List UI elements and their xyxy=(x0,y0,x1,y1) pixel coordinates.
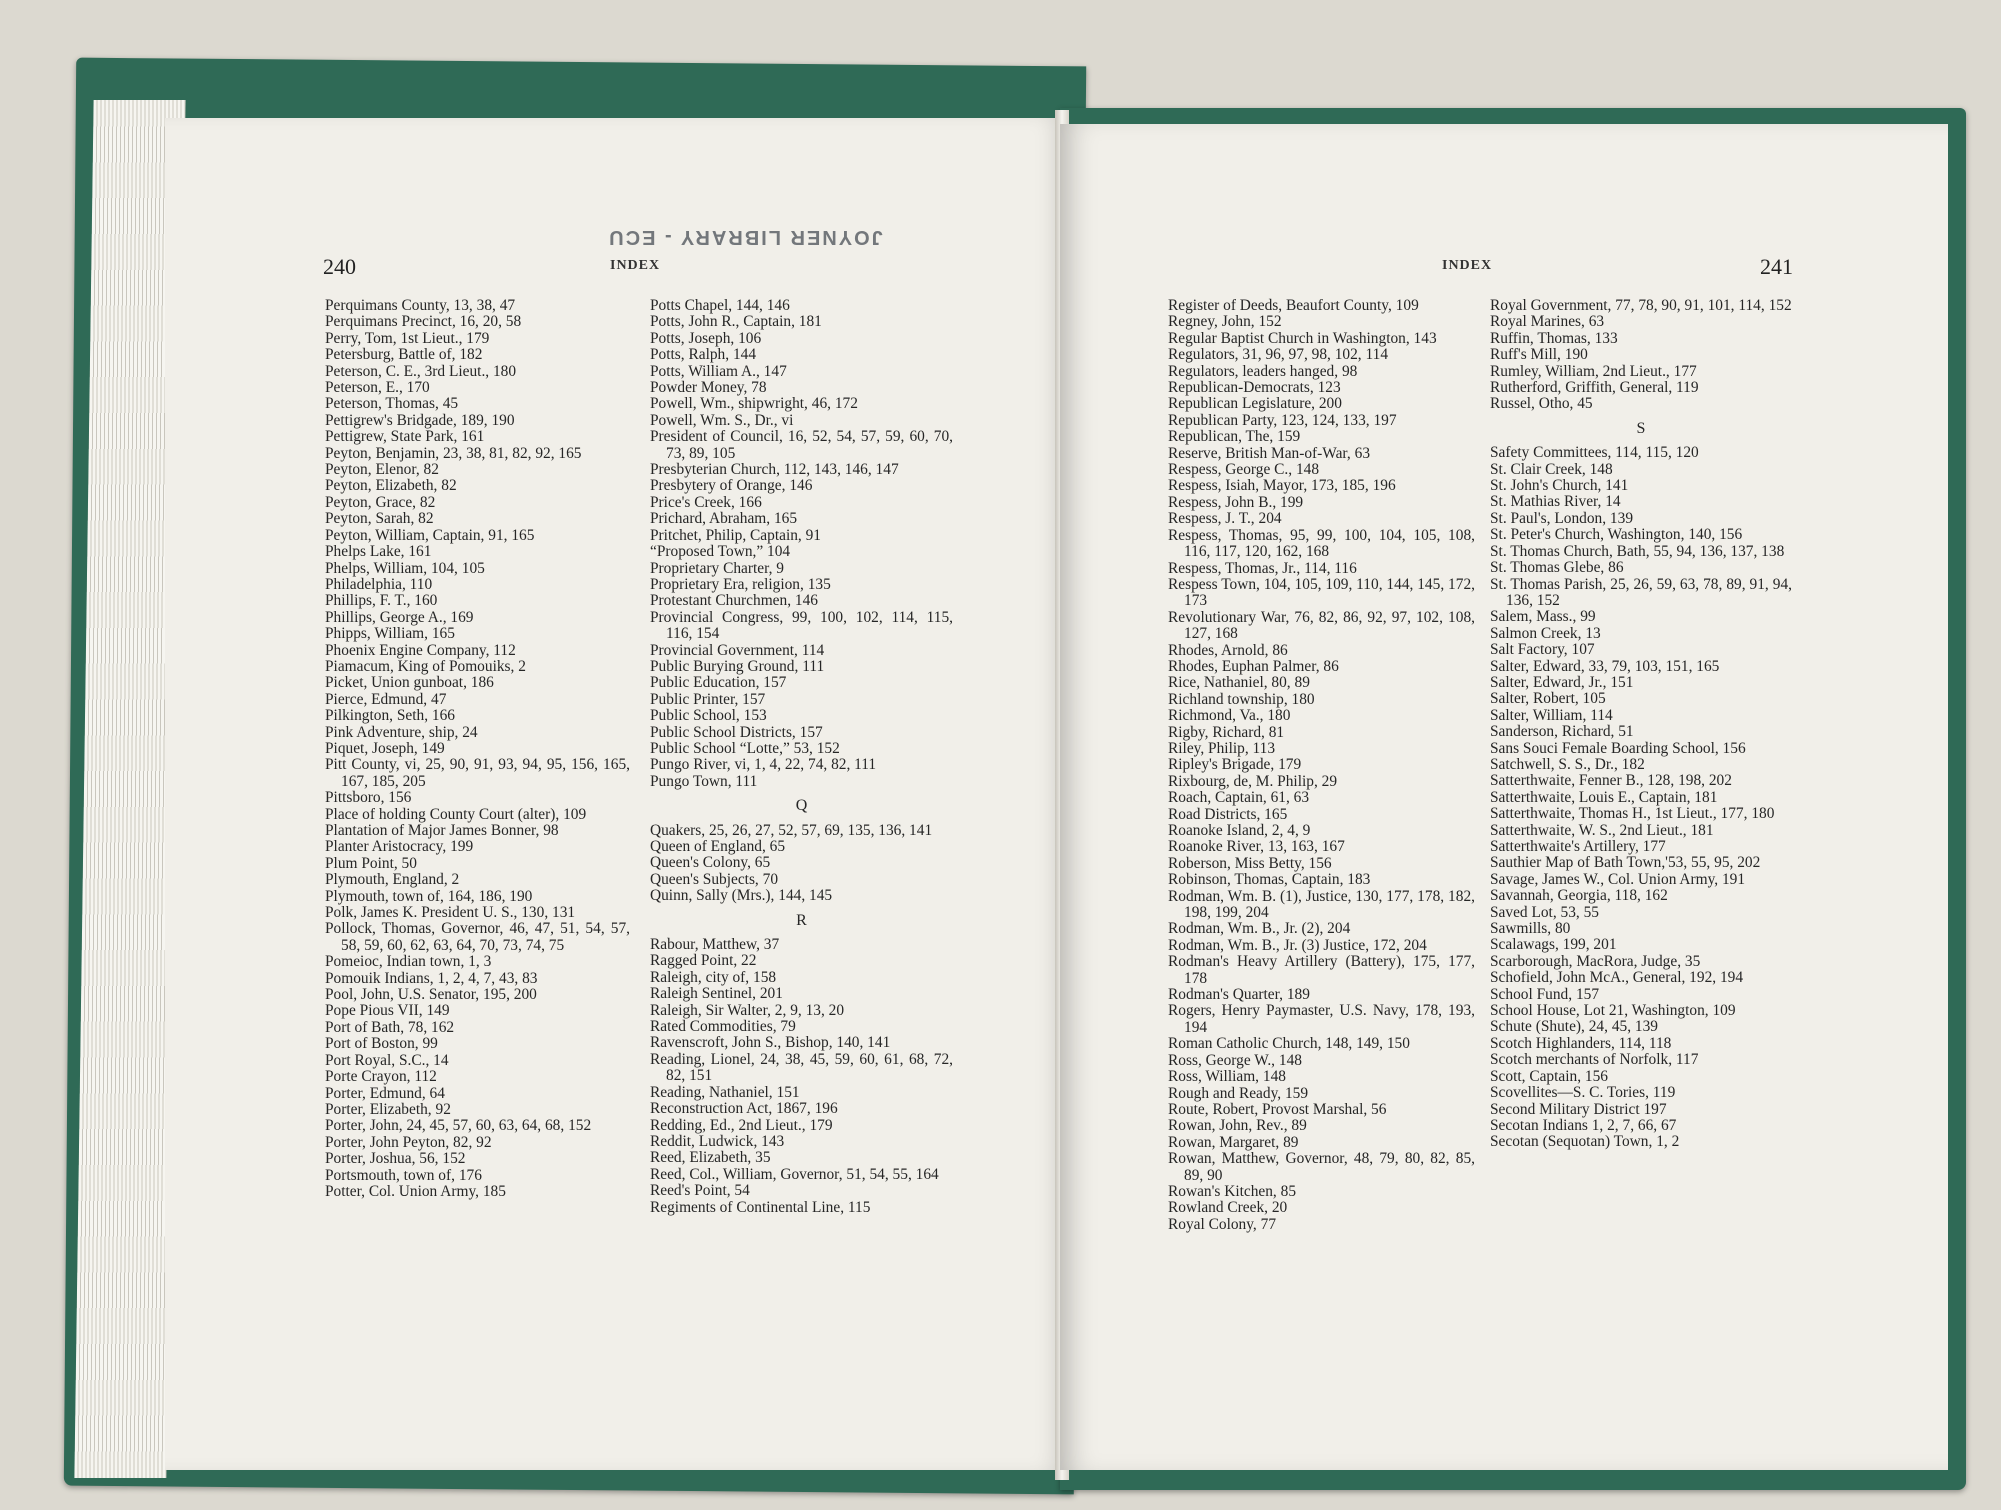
index-entry: Satterthwaite, Thomas H., 1st Lieut., 177, 180 xyxy=(1490,805,1775,823)
index-entry: Queen of England, 65 xyxy=(650,838,786,855)
index-entry: Port Royal, S.C., 14 xyxy=(325,1051,449,1069)
index-entry: “Proposed Town,” 104 xyxy=(650,543,791,561)
index-entry: St. Thomas Church, Bath, 55, 94, 136, 137, 138 xyxy=(1490,542,1785,560)
index-entry: Perry, Tom, 1st Lieut., 179 xyxy=(325,329,490,347)
index-entry: St. Peter's Church, Washington, 140, 156 xyxy=(1490,526,1743,544)
index-entry: Porter, John Peyton, 82, 92 xyxy=(325,1133,492,1151)
index-entry: Sauthier Map of Bath Town,'53, 55, 95, 202 xyxy=(1490,854,1761,872)
index-entry: Pungo River, vi, 1, 4, 22, 74, 82, 111 xyxy=(650,756,877,774)
index-entry: Protestant Churchmen, 146 xyxy=(650,592,818,610)
index-entry: Potts, Ralph, 144 xyxy=(650,346,757,364)
index-entry: Secotan (Sequotan) Town, 1, 2 xyxy=(1490,1133,1680,1151)
index-entry: Revolutionary War, 76, 82, 86, 92, 97, 102, 108, 127, 168 xyxy=(1168,608,1475,643)
index-entry: Presbytery of Orange, 146 xyxy=(650,477,813,495)
index-entry: Satterthwaite, Louis E., Captain, 181 xyxy=(1490,788,1718,806)
index-entry: Peterson, E., 170 xyxy=(325,379,430,397)
index-entry: Prichard, Abraham, 165 xyxy=(650,510,798,528)
index-entry: Phoenix Engine Company, 112 xyxy=(325,641,516,659)
index-entry: Roman Catholic Church, 148, 149, 150 xyxy=(1168,1035,1410,1053)
index-entry: Rated Commodities, 79 xyxy=(650,1018,796,1036)
index-entry: Redding, Ed., 2nd Lieut., 179 xyxy=(650,1116,833,1134)
index-entry: St. John's Church, 141 xyxy=(1490,477,1629,495)
index-entry: Peyton, Elenor, 82 xyxy=(325,461,439,479)
index-entry: Petersburg, Battle of, 182 xyxy=(325,346,483,364)
index-entry: Roach, Captain, 61, 63 xyxy=(1168,789,1310,807)
index-entry: Scott, Captain, 156 xyxy=(1490,1067,1608,1085)
index-entry: Reading, Nathaniel, 151 xyxy=(650,1083,800,1101)
index-entry: Potts, William A., 147 xyxy=(650,362,787,380)
index-entry: Perquimans County, 13, 38, 47 xyxy=(325,297,516,314)
index-entry: Roanoke Island, 2, 4, 9 xyxy=(1168,822,1311,839)
index-entry: Phelps Lake, 161 xyxy=(325,543,432,561)
index-entry: Satterthwaite's Artillery, 177 xyxy=(1490,838,1666,855)
index-entry: Road Districts, 165 xyxy=(1168,805,1288,823)
index-entry: Philadelphia, 110 xyxy=(325,575,433,593)
index-entry: Public School, 153 xyxy=(650,707,767,725)
index-entry: Republican Legislature, 200 xyxy=(1168,395,1342,413)
index-entry: Pilkington, Seth, 166 xyxy=(325,707,455,725)
index-entry: Peterson, Thomas, 45 xyxy=(325,395,459,413)
index-entry: Regular Baptist Church in Washington, 143 xyxy=(1168,329,1437,347)
section-letter-r: R xyxy=(796,911,807,929)
index-entry: Richland township, 180 xyxy=(1168,690,1315,708)
index-entry: Reed's Point, 54 xyxy=(650,1182,750,1200)
index-entry: Queen's Colony, 65 xyxy=(650,854,771,872)
index-entry: Schofield, John McA., General, 192, 194 xyxy=(1490,969,1744,987)
index-entry: Ripley's Brigade, 179 xyxy=(1168,756,1302,774)
index-entry: Scovellites—S. C. Tories, 119 xyxy=(1490,1084,1676,1102)
page-number-left: 240 xyxy=(323,254,356,279)
index-entry: Plantation of Major James Bonner, 98 xyxy=(325,822,559,839)
index-entry: Ross, William, 148 xyxy=(1168,1068,1286,1086)
index-entry: Peyton, Grace, 82 xyxy=(325,493,436,511)
index-entry: Potts, Joseph, 106 xyxy=(650,329,762,347)
index-entry: Place of holding County Court (alter), 109 xyxy=(325,805,587,823)
index-entry: President of Council, 16, 52, 54, 57, 59, 60, 70, 73, 89, 105 xyxy=(650,428,953,462)
index-entry: Salter, Edward, 33, 79, 103, 151, 165 xyxy=(1490,657,1720,675)
index-entry: Scotch merchants of Norfolk, 117 xyxy=(1490,1051,1699,1069)
index-entry: Pink Adventure, ship, 24 xyxy=(325,723,478,741)
index-entry: Piquet, Joseph, 149 xyxy=(325,739,445,757)
library-stamp: JOYNER LIBRARY - ECU xyxy=(607,226,883,248)
index-entry: Republican, The, 159 xyxy=(1168,428,1301,446)
index-entry: Plymouth, town of, 164, 186, 190 xyxy=(325,887,533,905)
index-entry: Salter, Edward, Jr., 151 xyxy=(1490,673,1634,691)
index-entry: Planter Aristocracy, 199 xyxy=(325,838,474,856)
index-entry: Pomeioc, Indian town, 1, 3 xyxy=(325,953,492,971)
index-entry: Peterson, C. E., 3rd Lieut., 180 xyxy=(325,362,517,380)
index-entry: Potts Chapel, 144, 146 xyxy=(650,297,790,314)
index-entry: Public Education, 157 xyxy=(650,674,787,692)
section-letter-q: Q xyxy=(795,797,808,815)
index-entry: Pope Pious VII, 149 xyxy=(325,1002,450,1020)
index-entry: Scotch Highlanders, 114, 118 xyxy=(1490,1034,1672,1052)
index-entry: Satterthwaite, W. S., 2nd Lieut., 181 xyxy=(1490,821,1714,839)
index-entry: Sanderson, Richard, 51 xyxy=(1490,723,1634,741)
index-entry: Regiments of Continental Line, 115 xyxy=(650,1198,871,1216)
index-entry: Sans Souci Female Boarding School, 156 xyxy=(1490,739,1746,757)
index-entry: Salem, Mass., 99 xyxy=(1490,608,1596,626)
index-entry: Satterthwaite, Fenner B., 128, 198, 202 xyxy=(1490,772,1732,790)
index-entry: Peyton, Elizabeth, 82 xyxy=(325,477,457,495)
index-entry: Pungo Town, 111 xyxy=(650,772,758,790)
index-entry: Regney, John, 152 xyxy=(1168,313,1282,331)
index-entry: Public Burying Ground, 111 xyxy=(650,657,825,675)
right-page xyxy=(1060,124,1948,1470)
index-entry: Saved Lot, 53, 55 xyxy=(1490,903,1600,921)
index-entry: Ross, George W., 148 xyxy=(1168,1051,1302,1069)
index-entry: Rutherford, Griffith, General, 119 xyxy=(1490,379,1699,397)
index-entry: Rowland Creek, 20 xyxy=(1168,1199,1288,1217)
index-entry: Scarborough, MacRora, Judge, 35 xyxy=(1490,952,1701,970)
index-entry: Price's Creek, 166 xyxy=(650,493,762,511)
index-column-right-1 xyxy=(1168,298,1475,1233)
index-entry: Rumley, William, 2nd Lieut., 177 xyxy=(1490,362,1697,380)
index-entry: Rhodes, Arnold, 86 xyxy=(1168,641,1288,659)
index-entry: Russel, Otho, 45 xyxy=(1490,395,1593,413)
index-entry: Phillips, F. T., 160 xyxy=(325,592,438,610)
running-header-right: INDEX xyxy=(1442,258,1493,273)
index-entry: Respess, George C., 148 xyxy=(1168,461,1320,479)
index-entry: Pomouik Indians, 1, 2, 4, 7, 43, 83 xyxy=(325,969,538,987)
index-entry: Quinn, Sally (Mrs.), 144, 145 xyxy=(650,887,833,905)
index-entry: Rodman's Heavy Artillery (Battery), 175, 177, 178 xyxy=(1168,953,1475,987)
index-entry: Roberson, Miss Betty, 156 xyxy=(1168,854,1332,872)
index-entry: Satchwell, S. S., Dr., 182 xyxy=(1490,755,1645,773)
index-entry: Peyton, Sarah, 82 xyxy=(325,510,434,528)
index-entry: Proprietary Charter, 9 xyxy=(650,559,785,577)
index-entry: Ruffin, Thomas, 133 xyxy=(1490,329,1618,347)
index-entry: St. Thomas Glebe, 86 xyxy=(1490,559,1624,577)
index-entry: Sawmills, 80 xyxy=(1490,920,1571,938)
index-entry: Rowan's Kitchen, 85 xyxy=(1168,1182,1297,1200)
index-entry: Piamacum, King of Pomouiks, 2 xyxy=(325,657,526,675)
index-entry: Savage, James W., Col. Union Army, 191 xyxy=(1490,870,1746,888)
index-entry: Rigby, Richard, 81 xyxy=(1168,723,1285,741)
index-entry: St. Thomas Parish, 25, 26, 59, 63, 78, 89, 91, 94, 136, 152 xyxy=(1490,575,1792,609)
index-entry: Public Printer, 157 xyxy=(650,690,766,708)
index-entry: Rice, Nathaniel, 80, 89 xyxy=(1168,674,1310,692)
index-entry: Pettigrew, State Park, 161 xyxy=(325,428,485,446)
index-entry: Scalawags, 199, 201 xyxy=(1490,936,1617,954)
index-entry: Reserve, British Man-of-War, 63 xyxy=(1168,444,1371,462)
index-entry: Porter, John, 24, 45, 57, 60, 63, 64, 68, 152 xyxy=(325,1117,592,1135)
index-entry: Rowan, John, Rev., 89 xyxy=(1168,1117,1307,1135)
index-entry: Public School Districts, 157 xyxy=(650,723,823,741)
index-entry: Pettigrew's Bridgade, 189, 190 xyxy=(325,411,515,429)
index-entry: Rixbourg, de, M. Philip, 29 xyxy=(1168,772,1338,790)
index-entry: Rabour, Matthew, 37 xyxy=(650,936,780,954)
index-entry: Rogers, Henry Paymaster, U.S. Navy, 178, 193, 194 xyxy=(1168,1002,1475,1036)
index-entry: Salter, Robert, 105 xyxy=(1490,690,1606,708)
index-entry: Route, Robert, Provost Marshal, 56 xyxy=(1168,1100,1387,1118)
index-entry: Plum Point, 50 xyxy=(325,854,417,872)
index-entry: Reddit, Ludwick, 143 xyxy=(650,1132,785,1150)
page-number-right: 241 xyxy=(1760,254,1793,279)
index-entry: Pritchet, Philip, Captain, 91 xyxy=(650,526,821,544)
index-entry: Provincial Government, 114 xyxy=(650,641,825,659)
index-entry: Rhodes, Euphan Palmer, 86 xyxy=(1168,657,1339,675)
index-entry: Phipps, William, 165 xyxy=(325,625,455,643)
index-entry: Regulators, leaders hanged, 98 xyxy=(1168,362,1358,380)
index-entry: Salt Factory, 107 xyxy=(1490,641,1595,659)
index-entry: Reconstruction Act, 1867, 196 xyxy=(650,1100,838,1118)
index-entry: Powell, Wm., shipwright, 46, 172 xyxy=(650,395,858,413)
index-entry: School House, Lot 21, Washington, 109 xyxy=(1490,1002,1736,1020)
index-entry: Ruff's Mill, 190 xyxy=(1490,346,1588,364)
section-letter-s: S xyxy=(1636,419,1646,437)
index-entry: Peyton, William, Captain, 91, 165 xyxy=(325,526,535,544)
index-entry: Salmon Creek, 13 xyxy=(1490,624,1601,642)
index-entry: Rowan, Matthew, Governor, 48, 79, 80, 82, 85, 89, 90 xyxy=(1168,1150,1475,1184)
index-entry: Rodman's Quarter, 189 xyxy=(1168,986,1310,1004)
index-entry: Royal Colony, 77 xyxy=(1168,1215,1277,1233)
index-entry: St. Clair Creek, 148 xyxy=(1490,460,1613,478)
index-entry: Phelps, William, 104, 105 xyxy=(325,559,485,577)
index-entry: Raleigh Sentinel, 201 xyxy=(650,985,783,1003)
index-entry: Porter, Elizabeth, 92 xyxy=(325,1100,451,1118)
index-entry: Respess, Thomas, Jr., 114, 116 xyxy=(1168,559,1357,577)
index-entry: Respess, J. T., 204 xyxy=(1168,510,1282,528)
index-entry: Port of Bath, 78, 162 xyxy=(325,1018,455,1036)
index-entry: Quakers, 25, 26, 27, 52, 57, 69, 135, 136, 141 xyxy=(650,821,933,839)
index-entry: Pollock, Thomas, Governor, 46, 47, 51, 54, 57, 58, 59, 60, 62, 63, 64, 70, 73, 74, 75 xyxy=(325,920,630,954)
index-entry: Polk, James K. President U. S., 130, 131 xyxy=(325,904,576,922)
index-entry: St. Paul's, London, 139 xyxy=(1490,509,1634,527)
index-entry: Royal Marines, 63 xyxy=(1490,313,1605,331)
index-entry: Potter, Col. Union Army, 185 xyxy=(325,1182,506,1200)
index-entry: Rodman, Wm. B., Jr. (3) Justice, 172, 204 xyxy=(1168,936,1427,954)
index-entry: School Fund, 157 xyxy=(1490,985,1600,1003)
index-entry: Phillips, George A., 169 xyxy=(325,608,474,626)
left-page xyxy=(165,118,1065,1470)
index-entry: Respess, Thomas, 95, 99, 100, 104, 105, 108, 116, 117, 120, 162, 168 xyxy=(1168,526,1475,561)
index-entry: Perquimans Precinct, 16, 20, 58 xyxy=(325,313,522,331)
index-entry: Rowan, Margaret, 89 xyxy=(1168,1133,1299,1151)
running-header-left: INDEX xyxy=(610,258,661,273)
index-entry: Second Military District 197 xyxy=(1490,1100,1667,1118)
index-entry: Raleigh, city of, 158 xyxy=(650,968,777,986)
index-entry: Presbyterian Church, 112, 143, 146, 147 xyxy=(650,461,899,479)
index-entry: Porte Crayon, 112 xyxy=(325,1068,437,1086)
index-entry: Richmond, Va., 180 xyxy=(1168,707,1291,725)
index-entry: Respess, John B., 199 xyxy=(1168,493,1304,511)
index-entry: Queen's Subjects, 70 xyxy=(650,870,779,888)
index-entry: Proprietary Era, religion, 135 xyxy=(650,575,831,593)
index-entry: Provincial Congress, 99, 100, 102, 114, 115, 116, 154 xyxy=(650,608,953,643)
index-entry: Porter, Joshua, 56, 152 xyxy=(325,1150,466,1168)
index-entry: Pool, John, U.S. Senator, 195, 200 xyxy=(325,986,537,1004)
index-entry: Rodman, Wm. B. (1), Justice, 130, 177, 178, 182, 198, 199, 204 xyxy=(1168,887,1475,922)
index-entry: Peyton, Benjamin, 23, 38, 81, 82, 92, 165 xyxy=(325,444,582,462)
index-entry: Portsmouth, town of, 176 xyxy=(325,1166,482,1184)
index-entry: Ragged Point, 22 xyxy=(650,952,757,970)
index-entry: Reed, Col., William, Governor, 51, 54, 55, 164 xyxy=(650,1165,939,1183)
index-column-left-1 xyxy=(325,298,630,1200)
index-entry: Respess, Isiah, Mayor, 173, 185, 196 xyxy=(1168,477,1396,495)
index-entry: Reading, Lionel, 24, 38, 45, 59, 60, 61, 68, 72, 82, 151 xyxy=(650,1050,953,1085)
index-entry: Pitt County, vi, 25, 90, 91, 93, 94, 95, 156, 165, 167, 185, 205 xyxy=(325,756,630,790)
index-entry: St. Mathias River, 14 xyxy=(1490,493,1621,511)
index-entry: Port of Boston, 99 xyxy=(325,1035,438,1053)
index-entry: Plymouth, England, 2 xyxy=(325,871,460,889)
index-entry: Regulators, 31, 96, 97, 98, 102, 114 xyxy=(1168,346,1389,364)
index-entry: Reed, Elizabeth, 35 xyxy=(650,1149,771,1167)
index-entry: Republican-Democrats, 123 xyxy=(1168,379,1341,397)
index-entry: Secotan Indians 1, 2, 7, 66, 67 xyxy=(1490,1116,1677,1134)
index-entry: Roanoke River, 13, 163, 167 xyxy=(1168,838,1345,856)
index-entry: Schute (Shute), 24, 45, 139 xyxy=(1490,1018,1658,1036)
index-column-right-2 xyxy=(1490,298,1792,1151)
index-column-left-2 xyxy=(650,298,953,1216)
index-entry: Rodman, Wm. B., Jr. (2), 204 xyxy=(1168,920,1351,938)
index-entry: Riley, Philip, 113 xyxy=(1168,739,1276,757)
index-entry: Safety Committees, 114, 115, 120 xyxy=(1490,444,1699,462)
index-entry: Picket, Union gunboat, 186 xyxy=(325,674,494,692)
index-entry: Pittsboro, 156 xyxy=(325,789,412,807)
index-entry: Public School “Lotte,” 53, 152 xyxy=(650,739,840,757)
index-entry: Robinson, Thomas, Captain, 183 xyxy=(1168,871,1371,889)
index-entry: Porter, Edmund, 64 xyxy=(325,1084,445,1102)
index-entry: Raleigh, Sir Walter, 2, 9, 13, 20 xyxy=(650,1001,845,1019)
index-entry: Powder Money, 78 xyxy=(650,379,767,397)
index-entry: Ravenscroft, John S., Bishop, 140, 141 xyxy=(650,1034,891,1052)
index-entry: Potts, John R., Captain, 181 xyxy=(650,313,822,331)
index-entry: Powell, Wm. S., Dr., vi xyxy=(650,411,794,429)
index-entry: Rough and Ready, 159 xyxy=(1168,1084,1309,1102)
index-entry: Respess Town, 104, 105, 109, 110, 144, 145, 172, 173 xyxy=(1168,575,1475,610)
index-entry: Salter, William, 114 xyxy=(1490,706,1613,724)
index-entry: Republican Party, 123, 124, 133, 197 xyxy=(1168,411,1397,429)
index-entry: Savannah, Georgia, 118, 162 xyxy=(1490,887,1668,905)
index-entry: Register of Deeds, Beaufort County, 109 xyxy=(1168,297,1419,314)
index-entry: Pierce, Edmund, 47 xyxy=(325,690,447,708)
index-entry: Royal Government, 77, 78, 90, 91, 101, 114, 152 xyxy=(1490,297,1792,314)
